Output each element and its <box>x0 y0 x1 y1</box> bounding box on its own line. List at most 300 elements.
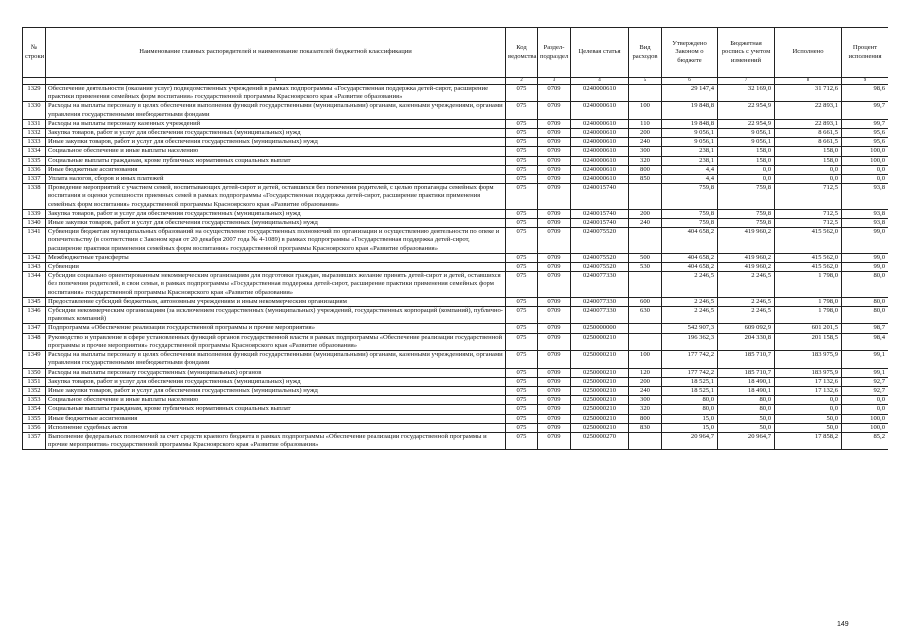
row-target: 0240000610 <box>571 175 629 184</box>
row-executed: 712,5 <box>775 209 842 218</box>
row-executed: 415 562,0 <box>775 253 842 262</box>
row-target: 0250000210 <box>571 351 629 368</box>
table-row <box>23 377 889 386</box>
row-number: 1344 <box>23 272 46 298</box>
row-name: Закупка товаров, работ и услуг для обеспечения государственных (муниципальных) нужд <box>46 377 506 386</box>
header-target: Целевая статья <box>571 28 629 78</box>
row-executed: 50,0 <box>775 423 842 432</box>
row-revised: 419 960,2 <box>718 263 775 272</box>
row-revised: 20 964,7 <box>718 432 775 449</box>
row-exp-type: 200 <box>629 377 662 386</box>
table-row <box>23 423 889 432</box>
header-revised: Бюджетная роспись с учетом изменений <box>718 28 775 78</box>
row-number: 1338 <box>23 184 46 210</box>
header-name: Наименование главных распорядителей и наименование показателей бюджетной классификации <box>46 28 506 78</box>
row-percent: 92,7 <box>842 386 889 395</box>
row-name: Субвенции <box>46 263 506 272</box>
row-dept-code: 075 <box>506 263 538 272</box>
row-number: 1334 <box>23 147 46 156</box>
header-section: Раздел-подраздел <box>538 28 571 78</box>
row-target: 0240000610 <box>571 85 629 102</box>
row-exp-type: 500 <box>629 253 662 262</box>
row-percent: 85,2 <box>842 432 889 449</box>
row-section: 0709 <box>538 272 571 298</box>
row-section: 0709 <box>538 333 571 350</box>
row-name: Расходы на выплаты персоналу казенных учреждений <box>46 119 506 128</box>
row-section: 0709 <box>538 102 571 119</box>
table-row <box>23 263 889 272</box>
row-number: 1342 <box>23 253 46 262</box>
row-executed: 158,0 <box>775 147 842 156</box>
row-number: 1346 <box>23 307 46 324</box>
table-row <box>23 102 889 119</box>
row-approved: 18 525,1 <box>662 386 718 395</box>
row-target: 0240000610 <box>571 119 629 128</box>
row-exp-type: 200 <box>629 129 662 138</box>
row-target: 0240000610 <box>571 165 629 174</box>
table-row <box>23 414 889 423</box>
row-revised: 759,8 <box>718 184 775 210</box>
row-percent: 99,0 <box>842 263 889 272</box>
row-number: 1348 <box>23 333 46 350</box>
row-name: Обеспечение деятельности (оказание услуг) подведомственных учреждений в рамках подпрограммы «Государственная поддержка детей-сирот, расширение практики применения семейных форм воспитания» государственной программы Красноярского края «Развитие образования» <box>46 85 506 102</box>
row-percent: 95,6 <box>842 138 889 147</box>
row-dept-code: 075 <box>506 253 538 262</box>
header-approved: Утверждено Законом о бюджете <box>662 28 718 78</box>
row-dept-code: 075 <box>506 129 538 138</box>
table-row <box>23 405 889 414</box>
row-name: Иные закупки товаров, работ и услуг для обеспечения государственных (муниципальных) нужд <box>46 138 506 147</box>
col-number: 9 <box>842 78 889 85</box>
row-target: 0240077330 <box>571 297 629 306</box>
row-target: 0240015740 <box>571 219 629 228</box>
row-percent: 80,0 <box>842 297 889 306</box>
row-revised: 2 246,5 <box>718 272 775 298</box>
row-number: 1331 <box>23 119 46 128</box>
row-exp-type: 800 <box>629 414 662 423</box>
row-number: 1336 <box>23 165 46 174</box>
row-section: 0709 <box>538 324 571 333</box>
row-number: 1335 <box>23 156 46 165</box>
row-section: 0709 <box>538 228 571 254</box>
row-exp-type: 120 <box>629 368 662 377</box>
table-row <box>23 297 889 306</box>
row-name: Расходы на выплаты персоналу в целях обеспечения выполнения функций государственными (муниципальными) органами, казенными учреждениями, органами управления государственными внебюджетными фондами <box>46 351 506 368</box>
row-number: 1349 <box>23 351 46 368</box>
row-number: 1330 <box>23 102 46 119</box>
row-section: 0709 <box>538 432 571 449</box>
row-name: Социальные выплаты гражданам, кроме публичных нормативных социальных выплат <box>46 156 506 165</box>
row-name: Расходы на выплаты персоналу в целях обеспечения выполнения функций государственными (муниципальными) органами, казенными учреждениями, органами управления государственными внебюджетными фондами <box>46 102 506 119</box>
row-executed: 158,0 <box>775 156 842 165</box>
col-number: 1 <box>46 78 506 85</box>
row-approved: 177 742,2 <box>662 351 718 368</box>
row-section: 0709 <box>538 368 571 377</box>
row-dept-code: 075 <box>506 165 538 174</box>
row-number: 1329 <box>23 85 46 102</box>
table-row <box>23 209 889 218</box>
row-target: 0250000210 <box>571 386 629 395</box>
row-percent: 80,0 <box>842 272 889 298</box>
row-percent: 99,0 <box>842 253 889 262</box>
row-exp-type: 200 <box>629 209 662 218</box>
row-revised: 185 710,7 <box>718 368 775 377</box>
row-number: 1352 <box>23 386 46 395</box>
row-target: 0250000270 <box>571 432 629 449</box>
row-number: 1340 <box>23 219 46 228</box>
row-revised: 2 246,5 <box>718 307 775 324</box>
row-name: Социальное обеспечение и иные выплаты населению <box>46 396 506 405</box>
row-name: Иные закупки товаров, работ и услуг для обеспечения государственных (муниципальных) нужд <box>46 219 506 228</box>
row-revised: 2 246,5 <box>718 297 775 306</box>
row-approved: 80,0 <box>662 405 718 414</box>
table-row <box>23 351 889 368</box>
row-revised: 22 954,9 <box>718 119 775 128</box>
row-exp-type: 320 <box>629 156 662 165</box>
row-revised: 158,0 <box>718 156 775 165</box>
row-percent: 100,0 <box>842 414 889 423</box>
table-row <box>23 386 889 395</box>
row-dept-code: 075 <box>506 85 538 102</box>
row-approved: 759,8 <box>662 219 718 228</box>
row-dept-code: 075 <box>506 147 538 156</box>
row-percent: 99,7 <box>842 119 889 128</box>
row-executed: 712,5 <box>775 219 842 228</box>
row-executed: 8 661,5 <box>775 138 842 147</box>
row-exp-type: 240 <box>629 138 662 147</box>
row-approved: 542 907,3 <box>662 324 718 333</box>
row-percent: 92,7 <box>842 377 889 386</box>
row-target: 0250000000 <box>571 324 629 333</box>
row-executed: 0,0 <box>775 405 842 414</box>
row-executed: 31 712,6 <box>775 85 842 102</box>
row-name: Иные закупки товаров, работ и услуг для обеспечения государственных (муниципальных) нужд <box>46 386 506 395</box>
row-target: 0250000210 <box>571 377 629 386</box>
row-approved: 196 362,3 <box>662 333 718 350</box>
row-name: Субсидии некоммерческим организациям (за исключением государственных (муниципальных) учреждений, государственных корпораций (компаний), публично-правовых компаний) <box>46 307 506 324</box>
col-number: 7 <box>718 78 775 85</box>
row-revised: 80,0 <box>718 396 775 405</box>
row-exp-type <box>629 432 662 449</box>
row-executed: 22 893,1 <box>775 102 842 119</box>
row-number: 1341 <box>23 228 46 254</box>
row-approved: 2 246,5 <box>662 272 718 298</box>
row-percent: 0,0 <box>842 396 889 405</box>
header-dept-code: Код ведомства <box>506 28 538 78</box>
row-approved: 404 658,2 <box>662 263 718 272</box>
row-approved: 404 658,2 <box>662 253 718 262</box>
row-executed: 1 798,0 <box>775 297 842 306</box>
row-revised: 0,0 <box>718 165 775 174</box>
row-percent: 80,0 <box>842 307 889 324</box>
row-dept-code: 075 <box>506 297 538 306</box>
row-exp-type: 850 <box>629 175 662 184</box>
row-executed: 0,0 <box>775 165 842 174</box>
row-approved: 80,0 <box>662 396 718 405</box>
row-section: 0709 <box>538 184 571 210</box>
row-approved: 15,0 <box>662 423 718 432</box>
row-number: 1332 <box>23 129 46 138</box>
row-dept-code: 075 <box>506 432 538 449</box>
row-percent: 93,8 <box>842 219 889 228</box>
header-exp-type: Вид расходов <box>629 28 662 78</box>
col-number: 6 <box>662 78 718 85</box>
row-number: 1350 <box>23 368 46 377</box>
row-name: Расходы на выплаты персоналу государственных (муниципальных) органов <box>46 368 506 377</box>
row-section: 0709 <box>538 414 571 423</box>
row-revised: 158,0 <box>718 147 775 156</box>
row-target: 0250000210 <box>571 405 629 414</box>
col-number <box>23 78 46 85</box>
row-section: 0709 <box>538 396 571 405</box>
row-exp-type: 830 <box>629 423 662 432</box>
header-executed: Исполнено <box>775 28 842 78</box>
row-dept-code: 075 <box>506 156 538 165</box>
row-approved: 759,8 <box>662 184 718 210</box>
col-number: 3 <box>538 78 571 85</box>
row-section: 0709 <box>538 138 571 147</box>
row-revised: 18 490,1 <box>718 386 775 395</box>
row-executed: 17 858,2 <box>775 432 842 449</box>
row-dept-code: 075 <box>506 405 538 414</box>
row-number: 1337 <box>23 175 46 184</box>
row-target: 0240000610 <box>571 102 629 119</box>
row-exp-type: 100 <box>629 351 662 368</box>
row-exp-type: 100 <box>629 102 662 119</box>
row-percent: 0,0 <box>842 175 889 184</box>
row-number: 1343 <box>23 263 46 272</box>
row-percent: 100,0 <box>842 147 889 156</box>
row-executed: 415 562,0 <box>775 228 842 254</box>
row-revised: 609 092,9 <box>718 324 775 333</box>
table-row <box>23 432 889 449</box>
row-name: Иные бюджетные ассигнования <box>46 414 506 423</box>
row-revised: 185 710,7 <box>718 351 775 368</box>
budget-table <box>22 27 888 450</box>
row-name: Социальное обеспечение и иные выплаты населению <box>46 147 506 156</box>
row-approved: 404 658,2 <box>662 228 718 254</box>
table-header <box>23 28 889 85</box>
row-exp-type <box>629 324 662 333</box>
row-revised: 9 056,1 <box>718 129 775 138</box>
row-executed: 22 893,1 <box>775 119 842 128</box>
row-dept-code: 075 <box>506 307 538 324</box>
row-exp-type: 300 <box>629 396 662 405</box>
row-name: Предоставление субсидий бюджетным, автономным учреждениям и иным некоммерческим организациям <box>46 297 506 306</box>
row-section: 0709 <box>538 351 571 368</box>
row-section: 0709 <box>538 253 571 262</box>
row-dept-code: 075 <box>506 272 538 298</box>
row-number: 1355 <box>23 414 46 423</box>
row-target: 0240075520 <box>571 263 629 272</box>
row-executed: 415 562,0 <box>775 263 842 272</box>
row-revised: 0,0 <box>718 175 775 184</box>
row-dept-code: 075 <box>506 368 538 377</box>
row-dept-code: 075 <box>506 324 538 333</box>
row-revised: 759,8 <box>718 209 775 218</box>
row-name: Выполнение федеральных полномочий за счет средств краевого бюджета в рамках подпрограммы «Обеспечение реализации государственной программы и прочие мероприятия» государственной программы Красноярского края «Развитие образования» <box>46 432 506 449</box>
row-dept-code: 075 <box>506 414 538 423</box>
row-number: 1347 <box>23 324 46 333</box>
row-section: 0709 <box>538 175 571 184</box>
row-revised: 80,0 <box>718 405 775 414</box>
row-number: 1351 <box>23 377 46 386</box>
row-percent: 100,0 <box>842 156 889 165</box>
row-name: Иные бюджетные ассигнования <box>46 165 506 174</box>
row-name: Межбюджетные трансферты <box>46 253 506 262</box>
col-number: 8 <box>775 78 842 85</box>
row-section: 0709 <box>538 219 571 228</box>
row-section: 0709 <box>538 85 571 102</box>
row-percent: 99,7 <box>842 102 889 119</box>
row-target: 0250000210 <box>571 414 629 423</box>
row-name: Проведение мероприятий с участием семей, воспитывающих детей-сирот и детей, оставшихся без попечения родителей, с целью пропаганды семейных форм воспитания и оценки успешности приемных семей в рамках подпрограммы «Государственная поддержка детей-сирот, расширение практики применения семейных форм воспитания» государственной программы Красноярского края «Развитие образования» <box>46 184 506 210</box>
row-number: 1356 <box>23 423 46 432</box>
row-approved: 9 056,1 <box>662 138 718 147</box>
table-row <box>23 219 889 228</box>
row-section: 0709 <box>538 297 571 306</box>
row-dept-code: 075 <box>506 351 538 368</box>
budget-report-sheet <box>22 27 888 613</box>
row-approved: 2 246,5 <box>662 297 718 306</box>
row-name: Исполнение судебных актов <box>46 423 506 432</box>
table-row <box>23 324 889 333</box>
row-approved: 9 056,1 <box>662 129 718 138</box>
table-row <box>23 175 889 184</box>
row-executed: 1 798,0 <box>775 307 842 324</box>
row-executed: 712,5 <box>775 184 842 210</box>
table-row <box>23 85 889 102</box>
row-target: 0240000610 <box>571 156 629 165</box>
row-name: Субвенции бюджетам муниципальных образований на осуществление государственных полномочий по организации и осуществлению деятельности по опеке и попечительству (в соответствии с Законом края от 20 декабря 2007 года № 4-1089) в рамках подпрограммы «Государственная поддержка детей-сирот, расширение практики применения семейных форм воспитания» государственной программы Красноярского края «Развитие образования» <box>46 228 506 254</box>
row-exp-type: 800 <box>629 165 662 174</box>
row-percent: 98,4 <box>842 333 889 350</box>
row-executed: 183 975,9 <box>775 368 842 377</box>
row-section: 0709 <box>538 129 571 138</box>
row-revised: 9 056,1 <box>718 138 775 147</box>
row-number: 1345 <box>23 297 46 306</box>
row-target: 0250000210 <box>571 396 629 405</box>
row-percent: 93,8 <box>842 209 889 218</box>
table-row <box>23 272 889 298</box>
table-row <box>23 333 889 350</box>
row-exp-type <box>629 184 662 210</box>
table-row <box>23 119 889 128</box>
row-approved: 4,4 <box>662 175 718 184</box>
row-section: 0709 <box>538 119 571 128</box>
row-executed: 17 132,6 <box>775 377 842 386</box>
table-row <box>23 184 889 210</box>
row-executed: 17 132,6 <box>775 386 842 395</box>
row-section: 0709 <box>538 386 571 395</box>
row-dept-code: 075 <box>506 423 538 432</box>
row-target: 0240000610 <box>571 138 629 147</box>
row-revised: 50,0 <box>718 423 775 432</box>
row-executed: 183 975,9 <box>775 351 842 368</box>
row-dept-code: 075 <box>506 175 538 184</box>
row-name: Подпрограмма «Обеспечение реализации государственной программы и прочие мероприятия» <box>46 324 506 333</box>
row-executed: 0,0 <box>775 175 842 184</box>
row-dept-code: 075 <box>506 396 538 405</box>
row-approved: 2 246,5 <box>662 307 718 324</box>
row-approved: 759,8 <box>662 209 718 218</box>
row-revised: 419 960,2 <box>718 228 775 254</box>
row-exp-type: 300 <box>629 147 662 156</box>
row-approved: 29 147,4 <box>662 85 718 102</box>
row-dept-code: 075 <box>506 377 538 386</box>
row-approved: 20 964,7 <box>662 432 718 449</box>
row-target: 0240000610 <box>571 147 629 156</box>
table-body <box>23 85 889 450</box>
row-section: 0709 <box>538 209 571 218</box>
row-exp-type: 240 <box>629 219 662 228</box>
row-dept-code: 075 <box>506 228 538 254</box>
row-percent: 0,0 <box>842 405 889 414</box>
row-name: Закупка товаров, работ и услуг для обеспечения государственных (муниципальных) нужд <box>46 209 506 218</box>
row-number: 1333 <box>23 138 46 147</box>
row-revised: 50,0 <box>718 414 775 423</box>
row-percent: 100,0 <box>842 423 889 432</box>
row-name: Субсидии социально ориентированным некоммерческим организациям для подготовки граждан, выразивших желание принять детей-сирот и детей, оставшихся без попечения родителей, в свои семьи, в рамках подпрограммы «Государственная поддержка детей-сирот, расширение практики применения семейных форм воспитания» государственной программы Красноярского края «Развитие образования» <box>46 272 506 298</box>
row-dept-code: 075 <box>506 184 538 210</box>
row-exp-type: 110 <box>629 119 662 128</box>
table-row <box>23 156 889 165</box>
row-exp-type: 320 <box>629 405 662 414</box>
row-name: Руководство и управление в сфере установленных функций органов государственной власти в рамках подпрограммы «Обеспечение реализации государственной программы и прочие мероприятия» государственной программы Красноярского края «Развитие образования» <box>46 333 506 350</box>
row-percent: 95,6 <box>842 129 889 138</box>
row-section: 0709 <box>538 156 571 165</box>
row-target: 0250000210 <box>571 368 629 377</box>
row-revised: 759,8 <box>718 219 775 228</box>
row-target: 0250000210 <box>571 423 629 432</box>
table-row <box>23 307 889 324</box>
row-approved: 19 848,8 <box>662 119 718 128</box>
row-target: 0240075520 <box>571 228 629 254</box>
row-approved: 18 525,1 <box>662 377 718 386</box>
row-exp-type: 240 <box>629 386 662 395</box>
row-percent: 98,7 <box>842 324 889 333</box>
table-row <box>23 147 889 156</box>
row-section: 0709 <box>538 307 571 324</box>
table-row <box>23 253 889 262</box>
col-number: 4 <box>571 78 629 85</box>
row-approved: 15,0 <box>662 414 718 423</box>
col-number: 2 <box>506 78 538 85</box>
row-name: Социальные выплаты гражданам, кроме публичных нормативных социальных выплат <box>46 405 506 414</box>
row-percent: 0,0 <box>842 165 889 174</box>
row-dept-code: 075 <box>506 386 538 395</box>
column-number-row <box>23 78 889 85</box>
row-dept-code: 075 <box>506 138 538 147</box>
row-approved: 238,1 <box>662 156 718 165</box>
row-number: 1353 <box>23 396 46 405</box>
table-row <box>23 165 889 174</box>
row-revised: 18 490,1 <box>718 377 775 386</box>
row-executed: 601 201,5 <box>775 324 842 333</box>
row-approved: 4,4 <box>662 165 718 174</box>
page-number: 149 <box>837 621 849 628</box>
row-section: 0709 <box>538 423 571 432</box>
row-name: Закупка товаров, работ и услуг для обеспечения государственных (муниципальных) нужд <box>46 129 506 138</box>
row-exp-type: 630 <box>629 307 662 324</box>
row-executed: 50,0 <box>775 414 842 423</box>
row-section: 0709 <box>538 263 571 272</box>
row-executed: 8 661,5 <box>775 129 842 138</box>
row-number: 1339 <box>23 209 46 218</box>
row-percent: 99,1 <box>842 351 889 368</box>
row-revised: 204 330,8 <box>718 333 775 350</box>
table-row <box>23 129 889 138</box>
